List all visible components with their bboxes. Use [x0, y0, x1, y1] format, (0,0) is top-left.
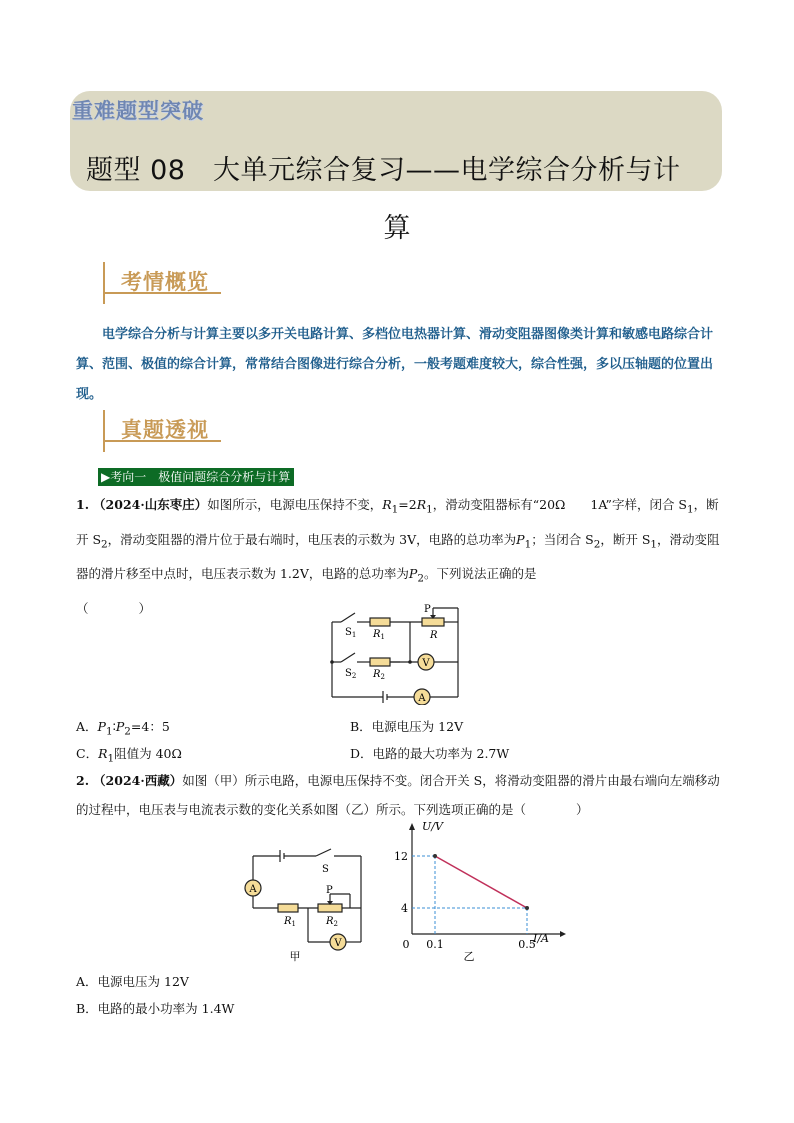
var: P — [97, 719, 106, 734]
q2-graph-yi — [390, 818, 570, 966]
question-text: 如图所示，电源电压保持不变， — [207, 497, 383, 512]
question-2 — [76, 766, 724, 824]
answer-bracket: （ ） — [76, 600, 152, 616]
var: P — [516, 531, 525, 547]
sub: 1 — [391, 503, 399, 516]
page-title-continued: 算 — [383, 213, 411, 244]
resistor-r2-label: $R_2$ — [373, 669, 385, 681]
question-source: （2024·山东枣庄） — [93, 497, 208, 512]
question-text: ，滑动变阻器的滑片位于最右端时，电压表的示数为 3V，电路的总功率为 — [107, 531, 517, 547]
question-number: 2. — [76, 773, 90, 788]
voltmeter-label: V — [422, 658, 430, 669]
question-text: ，断开 S — [76, 497, 719, 547]
x-axis-arrow — [560, 931, 566, 937]
option-text: C． — [76, 746, 99, 761]
option-text: A． — [76, 719, 98, 734]
resistor-r2-label: $R_2$ — [326, 916, 338, 928]
q2-option-b[interactable]: B．电路的最小功率为 1.4W — [76, 1001, 235, 1016]
switch-s-label: S — [322, 864, 329, 875]
ammeter-label: A — [418, 693, 426, 704]
banner-tag: 重难题型突破 — [72, 99, 204, 123]
section-heading-overview — [103, 262, 233, 306]
x-axis-label: I/A — [533, 932, 549, 945]
sub: 1 — [650, 538, 658, 550]
resistor-r1-label: $R_1$ — [284, 916, 296, 928]
data-line — [435, 856, 527, 908]
x-tick-label: 0.5 — [518, 938, 536, 951]
sub: 2 — [124, 725, 131, 738]
section-heading-real-exam — [103, 410, 233, 454]
switch-s2-label: $S_2$ — [345, 668, 357, 680]
x-tick-label: 0 — [402, 938, 410, 951]
question-text: ；当闭合 S — [531, 531, 594, 547]
question-text: =2 — [398, 497, 417, 512]
sub: 1 — [107, 752, 115, 765]
var: P — [115, 719, 125, 734]
q2-option-a[interactable]: A．电源电压为 12V — [76, 974, 189, 989]
data-point — [433, 854, 437, 858]
option-text: 阻值为 40Ω — [114, 746, 182, 761]
q1-option-b[interactable]: B．电源电压为 12V — [350, 719, 464, 734]
question-text: 如图（甲）所示电路，电源电压保持不变。闭合开关 S，将滑动变阻器的滑片由最右端向左端移动的过程中，电压表与电流表示数的变化关系如图（乙）所示。下列选项正确的是（ ） — [76, 773, 720, 817]
section-heading-label: 真题透视 — [121, 418, 209, 442]
slider-label: P — [424, 604, 431, 615]
var: R — [382, 497, 392, 512]
q1-circuit-figure — [325, 600, 465, 705]
voltmeter-label: V — [334, 938, 342, 949]
data-point — [525, 906, 529, 910]
question-number: 1. — [76, 497, 90, 512]
q1-option-c[interactable] — [76, 744, 182, 765]
switch-s1-label: $S_1$ — [345, 627, 357, 639]
intro-paragraph: 电学综合分析与计算主要以多开关电路计算、多档位电热器计算、滑动变阻器图像类计算和敏感电路综合计算、范围、极值的综合计算，常常结合图像进行综合分析，一般考题难度较大，综合性强，多以压轴题的位置出现。 — [76, 327, 714, 402]
section-heading-bar — [103, 262, 105, 304]
section-heading-label: 考情概览 — [121, 270, 209, 294]
page-title: 题型 08 大单元综合复习——电学综合分析与计 — [86, 155, 681, 186]
y-axis-arrow — [409, 823, 415, 830]
sub: 1 — [524, 538, 532, 550]
option-text: =4：5 — [130, 719, 170, 734]
sub: 1 — [426, 503, 433, 516]
sub: 2 — [417, 572, 424, 585]
var: R — [416, 497, 427, 512]
sub: 2 — [593, 538, 601, 550]
option-text: ∶ — [112, 719, 116, 734]
q2-circuit-jia — [238, 844, 368, 964]
q1-option-d[interactable]: D．电路的最大功率为 2.7W — [350, 746, 510, 761]
sub: 1 — [105, 725, 113, 738]
question-text: ，断开 S — [600, 531, 651, 547]
question-source: （2024·西藏） — [93, 773, 183, 788]
rheostat-label: R — [430, 630, 438, 641]
y-axis-label: U/V — [422, 820, 443, 833]
figure-caption-jia: 甲 — [289, 950, 301, 963]
var: R — [98, 746, 108, 761]
sub: 2 — [101, 538, 108, 550]
q1-option-a[interactable] — [76, 717, 170, 738]
x-tick-label: 0.1 — [426, 938, 444, 951]
question-text: ，滑动变阻器标有“20Ω 1A”字样，闭合 S — [432, 497, 687, 512]
question-text: ，滑动变阻器的滑片移至中点时，电压表示数为 1.2V，电路的总功率为 — [76, 531, 720, 581]
var: P — [408, 566, 418, 581]
ammeter-label: A — [249, 884, 257, 895]
figure-caption-yi: 乙 — [463, 950, 475, 963]
question-text: 。下列说法正确的是 — [423, 566, 537, 581]
topic-badge: ▶考向一 极值问题综合分析与计算 — [98, 468, 294, 486]
resistor-r1-label: $R_1$ — [373, 629, 385, 641]
y-tick-label: 4 — [401, 902, 408, 915]
section-heading-bar — [103, 410, 105, 452]
slider-label: P — [326, 885, 333, 896]
sub: 1 — [686, 503, 694, 516]
y-tick-label: 12 — [394, 850, 408, 863]
